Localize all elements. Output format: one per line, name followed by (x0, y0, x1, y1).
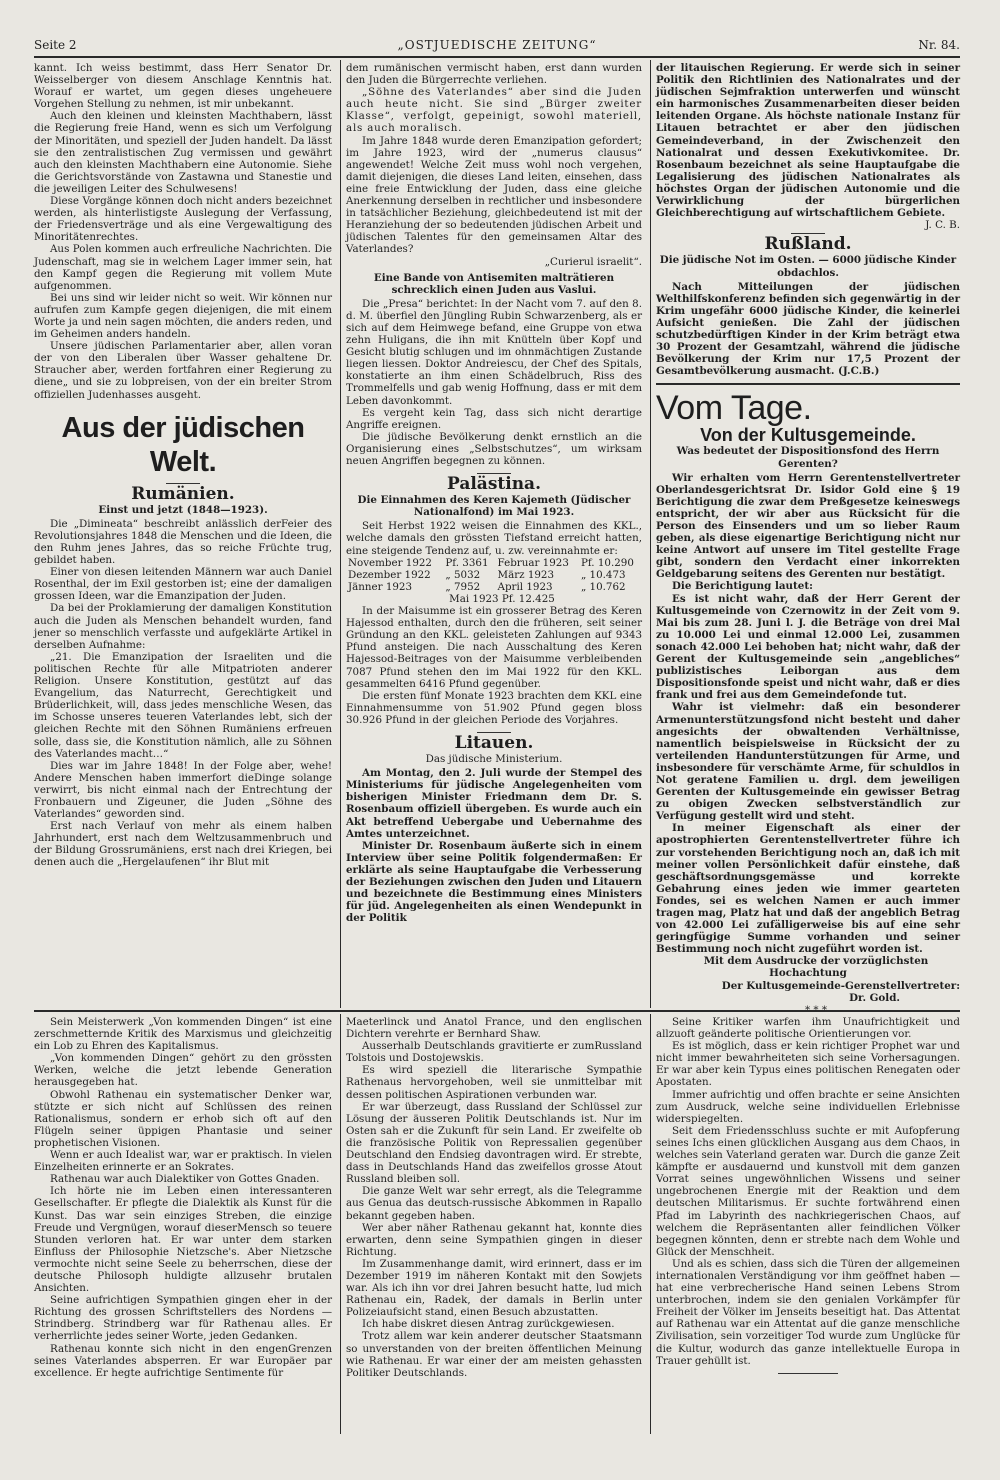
column-divider (650, 1014, 651, 1434)
paragraph: Seine aufrichtigen Sympathien gingen eher in der Richtung des grossen Schriftstellers des Nordens — Strindberg. Strindberg war für Rathenau alles. Er verherrlichte jedes seiner Worte, jeden Gedanken. (34, 1294, 332, 1343)
paragraph: Sein Meisterwerk „Von kommenden Dingen“ ist eine zerschmetternde Kritik des Marxismus und gleichzeitig ein Lob zu Ehren des Kapitalismus. (34, 1016, 332, 1053)
table-row (346, 569, 642, 581)
paragraph: Nach Mitteilungen der jüdischen Welthilfskonferenz befinden sich gegenwärtig in der Krim ungefähr 6000 jüdische Kinder, die keinerlei Aufsicht genießen. Die Zahl der jüdischen schutzbedürftigen Kinder in der Krim beträgt etwa 30 Prozent der Gesamtzahl, während die jüdische Bevölkerung der Krim nur 17,5 Prozent der Gesamtbevölkerung ausmacht. (J.C.B.) (656, 280, 960, 378)
paragraph: Im Jahre 1848 wurde deren Emanzipation gefordert; im Jahre 1923, wird der „numerus clausus“ angewendet! Welche Zeit muss wohl noch vergehen, damit diejenigen, die dieses Land leiten, einsehen, dass eine freie Entwicklung der Juden, dass eine gleiche Anerkennung derselben in rechtlicher und insbesondere in tatsächlicher Beziehung, gleichbedeutend ist mit der Heranziehung der so bedeutenden jüdischen Arbeit und jüdischen Talentes für den gemeinsamen Altar des Vaterlandes? (346, 134, 642, 256)
table-cell: Dezember 1922 (348, 568, 431, 581)
kkl-may-total: Mai 1923 Pf. 12.425 (449, 592, 555, 605)
paragraph: „21. Die Emanzipation der Israeliten und die politischen Rechte für alle Mitpatrioten anderer Religion. Unsere Konstitution, gestützt auf das Evangelium, das Naturrecht, Gerechtigkeit und Brüderlichkeit, will, dass jedes menschliche Wesen, das im Schosse unseres teueren Vaterlandes lebt, sich der gleichen Rechte mit den Söhnen Rumäniens erfreuen solle, dass sie, die Konstitution nämlich, alle zu Söhnen des Vaterlandes macht…“ (34, 650, 332, 760)
source-signature: „Curierul israelit“. (544, 255, 642, 268)
table-cell: „ 5032 (445, 568, 481, 581)
paragraph: Am Montag, den 2. Juli wurde der Stempel des Ministeriums für jüdische Angelegenheiten vom bisherigen Minister Friedmann dem Dr. S. Rosenbaum offiziell übergeben. Es wurde auch ein Akt betreffend Uebergabe und Uebernahme des Amtes unterzeichnet. (346, 767, 642, 840)
paragraph: Ausserhalb Deutschlands gravitierte er zumRussland Tolstois und Dostojewskis. (346, 1040, 642, 1065)
paragraph: Und als es schien, dass sich die Türen der allgemeinen internationalen Verständigung vor ihm geöffnet haben — hat eine verbrecherische Hand seinen Lebens Strom unterbrochen, indem sie den genialen Vorkämpfer für Freiheit der Völker im Jenseits beseitigt hat. Das Attentat auf Rathenau war ein Attentat auf die ganze menschliche Zivilisation, sein vorzeitiger Tod wurde zum Unglücke für die Kultur, wodurch das ganze intellektuelle Europa in Trauer gehüllt ist. (656, 1257, 960, 1367)
paragraph: Wenn er auch Idealist war, war er praktisch. In vielen Einzelheiten erinnerte er an Sokrates. (34, 1149, 332, 1174)
paragraph: Einer von diesen leitenden Männern war auch Daniel Rosenthal, der im Exil gestorben ist; eine der damaligen grossen Ideen, war die Emanzipation der Juden. (34, 566, 332, 603)
masthead: „OSTJUEDISCHE ZEITUNG“ (397, 38, 597, 52)
ornament: * * * (805, 1003, 827, 1016)
table-cell: „ 7952 (445, 580, 481, 593)
country-heading: Palästina. (447, 474, 541, 495)
vom-tage-heading: Vom Tage. (656, 389, 812, 428)
paragraph: „Söhne des Vaterlandes“ aber sind die Juden auch heute nicht. Sie sind „Bürger zweiter Klasse“, verfolgt, gepeinigt, sowohl materiell, als auch moralisch. (346, 86, 642, 135)
paragraph: Diese Vorgänge können doch nicht anders bezeichnet werden, als hinterlistigste Auslegung der Verfassung, der Friedensverträge und als eine Vergewaltigung des Minoritätenrechtes. (34, 195, 332, 244)
paragraph: Obwohl Rathenau ein systematischer Denker war, stützte er sich nicht auf Schlüssen des reinen Rationalismus, sondern er erhob sich oft auf den Flügeln seiner üppigen Phantasie und seiner prophetischen Visionen. (34, 1088, 332, 1149)
column-divider (650, 60, 651, 1008)
article-subheading: Was bedeutet der Dispositionsfond des Herrn Gerenten? (676, 445, 940, 470)
column-divider (340, 60, 341, 1008)
paragraph: Bei uns sind wir leider nicht so weit. Wir können nur aufrufen zum Kampfe gegen diejenigen, die mit einem Worte ja und nein sagen möchten, die anders reden, und im Geheimen anders handeln. (34, 291, 332, 341)
paragraph: Immer aufrichtig und offen brachte er seine Ansichten zum Ausdruck, welche seine individuellen Erlebnisse widerspiegelten. (656, 1088, 960, 1125)
paragraph: Auch den kleinen und kleinsten Machthabern, lässt die Regierung freie Hand, wenn es sich um Verfolgung der Minoritäten, und speziell der Juden handelt. Da lässt sie den zentralistischen Zug vermissen und gewährt auch den kleinsten Machthabern eine Autonomie. Siehe die Gerichtsvorstände von Zastawna und Stanestie und die jeweiligen Leiter des Schulwesens! (34, 110, 332, 195)
table-cell: Pf. 3361 (445, 556, 489, 569)
article-heading: Die jüdische Not im Osten. — 6000 jüdische Kinder obdachlos. (659, 254, 957, 279)
paragraph: Die ganze Welt war sehr erregt, als die Telegramme aus Genua das deutsch-russische Abkommen in Rapallo bekannt gegeben haben. (346, 1185, 642, 1222)
paragraph: Rathenau war auch Dialektiker von Gottes Gnaden. (50, 1173, 320, 1186)
country-heading: Rußland. (764, 234, 852, 255)
paragraph: Er war überzeugt, dass Russland der Schlüssel zur Lösung der äusseren Politik Deutschlands ist. Nur im Osten sah er die Zukunft für sein Land. Er zweifelte ob die französische Politik von Repressalien gegenüber Deutschland den Endsieg davontragen wird. Er strebte, dass in Deutschlands Hand das zweifellos grosse Atout Russland bleiben soll. (346, 1100, 642, 1186)
article-heading: Einst und jetzt (1848—1923). (98, 503, 268, 516)
paragraph: Aus Polen kommen auch erfreuliche Nachrichten. Die Judenschaft, mag sie in welchem Lager immer sein, hat den Kampf gegen die Regierung mit vollem Mute aufgenommen. (34, 243, 332, 292)
paragraph: Wir erhalten vom Herrn Gerentenstellvertreter Oberlandesgerichtsrat Dr. Isidor Gold eine § 19 Berichtigung die zwar dem Preßgesetze keineswegs entspricht, der wir aber aus Rücksicht für die Person des Einsenders und um so lieber Raum geben, als diese eigenartige Berichtigung nicht nur keine Antwort auf unsere im Titel gestellte Frage gibt, sondern den Verdacht einer inkorrekten Geldgebarung seitens des Gerenten nur bestätigt. (656, 471, 960, 581)
paragraph: „Von kommenden Dingen“ gehört zu den grössten Werken, welche die jetzt lebende Generation herausgegeben hat. (34, 1052, 332, 1089)
paragraph: Dies war im Jahre 1848! In der Folge aber, wehe! Andere Menschen haben immerfort dieDinge solange verwirrt, bis nicht einmal nach der Entrechtung der Fronbauern und Zigeuner, die Juden „Söhne des Vaterlandes“ geworden sind. (34, 759, 332, 821)
issue-number: Nr. 84. (918, 38, 960, 52)
article-heading: Das jüdische Ministerium. (425, 753, 563, 766)
article-heading: Von der Kultusgemeinde. (700, 425, 916, 446)
table-cell: Pf. 10.290 (580, 556, 634, 569)
divider (656, 383, 960, 385)
paragraph: Mit dem Ausdrucke der vorzüglichsten Hochachtung (703, 955, 929, 980)
country-heading: Rumänien. (131, 483, 235, 504)
paragraph: Unsere jüdischen Parlamentarier aber, allen voran der von den Liberalen über Wasser gehaltene Dr. Straucher aber, werden fortfahren einer Regierung zu diene„ und sie zu lobpreisen, von der ein breiter Strom offiziellen Judenhasses ausgeht. (34, 340, 332, 401)
paragraph: Es wird speziell die literarische Sympathie Rathenaus hervorgehoben, weil sie unmittelbar mit dessen politischen Aspirationen verbunden war. (346, 1064, 642, 1101)
page-header (34, 38, 960, 54)
paragraph: Der Kultusgemeinde-Gerenstellvertreter: (721, 979, 960, 992)
paragraph: Seit dem Friedensschluss suchte er mit Aufopferung seines Ichs einen glücklichen Ausgang aus dem Chaos, in welches sein Vaterland geraten war. Durch die ganze Zeit kämpfte er ausdauernd und kunstvoll mit dem ganzen Vorrat seines ungewöhnlichen Wissens und seiner ungebrochenen Energie mit der Reaktion und dem deutschen Militarismus. Er suchte fortwährend einen Pfad im Labyrinth des nachkriegerischen Chaos, auf welchem die Repräsentanten aller feindlichen Völker begegnen könnten, denn er strebte nach dem Wohle und Glück der Menschheit. (656, 1124, 960, 1258)
paragraph: kannt. Ich weiss bestimmt, dass Herr Senator Dr. Weisselberger von diesem Anschlage Kenntnis hat. Worauf er wartet, um gegen dieses ungeheuere Vorgehen Stellung zu nehmen, ist mir unbekannt. (34, 62, 332, 111)
column-2 (346, 62, 642, 1006)
paragraph: Da bei der Proklamierung der damaligen Konstitution auch die Juden als Menschen behandelt wurden, fand jener so menschlich verfasste und aufgeklärte Artikel in derselben Aufnahme: (34, 602, 332, 651)
source-signature: J. C. B. (925, 219, 960, 232)
table-row (346, 581, 642, 593)
table-cell: Februar 1923 (497, 556, 569, 569)
paragraph: Ich hörte nie im Leben einen interessanteren Gesellschafter. Er pflegte die Dialektik als Kunst für die Kunst. Das war sein einziges Streben, die einzige Freude und Vergnügen, worauf dieserMensch so teuere Stunden verloren hat. Er war unter dem starken Einfluss der Philosophie Nietzsche's. Aber Nietzsche vermochte nicht seine Seele zu beherrschen, diese der deutsche Philosoph huldigte allzusehr brutalen Ansichten. (34, 1185, 332, 1295)
paragraph: Es ist möglich, dass er kein richtiger Prophet war und nicht immer bewahrheiteten sich seine Vorhersagungen. Er war aber kein Typus eines politischen Renegaten oder Apostaten. (656, 1040, 960, 1089)
paragraph: Maeterlinck und Anatol France, und den englischen Dichtern verehrte er Bernhard Shaw. (346, 1016, 642, 1041)
paragraph: Die jüdische Bevölkerung denkt ernstlich an die Organisierung eines „Selbstschutzes“, um wirksam neuen Angriffen begegnen zu können. (346, 430, 642, 467)
paragraph: Erst nach Verlauf von mehr als einem halben Jahrhundert, erst nach dem Weltzusammenbruch und der Bildung Grossrumäniens, erst nach drei Kriegen, bei denen auch die „Hergelaufenen“ ihr Blut mit (34, 820, 332, 869)
column-3 (656, 62, 960, 1016)
column-1 (34, 62, 332, 1006)
paragraph: Es ist nicht wahr, daß der Herr Gerent der Kultusgemeinde von Czernowitz in der Zeit vom 9. Mai bis zum 28. Juni l. J. die Beträge von drei Mal zu 10.000 Lei und einmal 12.000 Lei, zusammen sonach 42.000 Lei behoben hat; nicht wahr, daß der Gerent der Kultusgemeinde sein „angebliches“ publizistisches Leiborgan aus dem Dispositionsfonde speist und nicht wahr, daß er dies frank und frei aus dem Gemeindefonde tut. (656, 592, 960, 702)
paragraph: Ich habe diskret diesen Antrag zurückgewiesen. (362, 1318, 615, 1331)
paragraph: Minister Dr. Rosenbaum äußerte sich in einem Interview über seine Politik folgendermaßen: Er erklärte als seine Hauptaufgabe die Verbesserung der Beziehungen zwischen den Juden und Litauern und bezeichnete die Bestimmung eines Ministers für jüd. Angelegenheiten als einen Wendepunkt in der Politik (346, 839, 642, 925)
paragraph: Seine Kritiker warfen ihm Unaufrichtigkeit und allzuoft geänderte politische Orientierungen vor. (656, 1016, 960, 1041)
paragraph: Die „Presa“ berichtet: In der Nacht vom 7. auf den 8. d. M. überfiel den Jüngling Rubin Schwarzenberg, als er sich auf dem Heimwege befand, eine Gruppe von etwa zehn Huligans, die ihn mit Knütteln über Kopf und Gesicht blutig schlugen und im ohnmächtigen Zustande liegen liessen. Doktor Andreiescu, der Chef des Spitals, konstatierte an ihm einen Schädelbruch, Riss des Trommelfells und gab wenig Hoffnung, dass er mit dem Leben davonkommt. (346, 297, 642, 407)
divider (778, 1373, 838, 1374)
paragraph: In meiner Eigenschaft als einer der apostrophierten Gerentenstellvertreter führe ich zur vorstehenden Berichtigung noch an, daß ich mit meiner vollen Persönlichkeit dafür einstehe, daß geschäftsordnungsgemässe und korrekte Gebahrung eines jeden wie immer gearteten Fondes, sei es welchen Namen er auch immer tragen mag, Platz hat und daß der angeblich Betrag von 42.000 Lei zufälligerweise bis auf eine sehr geringfügige Summe vorhanden und seiner Bestimmung noch nicht zugeführt worden ist. (656, 822, 960, 956)
section-heading: Aus der jüdischen Welt. (61, 411, 305, 478)
table-cell: „ 10.473 (580, 568, 626, 581)
table-cell: März 1923 (497, 568, 555, 581)
paragraph: Wer aber näher Rathenau gekannt hat, konnte dies erwarten, denn seine Sympathien gingen in dieser Richtung. (346, 1221, 642, 1258)
article-heading: Eine Bande von Antisemiten malträtieren schrecklich einen Juden aus Vaslui. (373, 271, 615, 296)
paragraph: Es vergeht kein Tag, dass sich nicht derartige Angriffe ereignen. (346, 406, 642, 431)
article-heading: Die Einnahmen des Keren Kajemeth (Jüdischer Nationalfond) im Mai 1923. (357, 494, 631, 519)
paragraph: Wahr ist vielmehr: daß ein besonderer Armenunterstützungsfond nicht besteht und daher angesichts der obwaltenden Verhältnisse, namentlich beispielsweise in Rücksicht der zu verteilenden Handunterstützungen für Arme, und insbesondere für verschämte Arme, für schuldlos in Not geratene Familien u. drgl. dem jeweiligen Gerenten der Kultusgemeinde ein gewisser Betrag zu obigen Zwecken selbstverständlich zur Verfügung gestellt wird und steht. (656, 701, 960, 823)
bottom-column-3 (656, 1016, 960, 1434)
paragraph: Die Berichtigung lautet: (672, 580, 813, 593)
column-divider (340, 1014, 341, 1434)
paragraph: Seit Herbst 1922 weisen die Einnahmen des KKL., welche damals den grössten Tiefstand erreicht hatten, eine steigende Tendenz auf, u. zw. vereinnahmte er: (346, 520, 642, 557)
table-cell: November 1922 (348, 556, 432, 569)
paragraph: Die „Dimineata“ beschreibt anlässlich derFeier des Revolutionsjahres 1848 die Menschen und die Ideen, die den Ruhm jenes Jahres, das so reiche Früchte trug, gebildet haben. (34, 517, 332, 567)
paragraph: dem rumänischen vermischt haben, erst dann wurden den Juden die Bürgerrechte verliehen. (346, 62, 642, 87)
paragraph: In der Maisumme ist ein grosserer Betrag des Keren Hajessod enthalten, durch den die früheren, seit seiner Gründung an den KKL. geleisteten Zahlungen auf 9343 Pfund ansteigen. Die nach Ausschaltung des Keren Hajessod-Beitrages von der Maisumme verbleibenden 7087 Pfund stehen den im Mai 1922 für den KKL. gesammelten 6416 Pfund gegenüber. (346, 605, 642, 690)
paragraph: Trotz allem war kein anderer deutscher Staatsmann so unverstanden von der breiten öffentlichen Meinung wie Rathenau. Er war einer der am meisten gehassten Politiker Deutschlands. (346, 1330, 642, 1379)
paragraph: der litauischen Regierung. Er werde sich in seiner Politik den Richtlinien des Nationalrates und der jüdischen Sejmfraktion unterwerfen und wünscht ein harmonisches Zusammenarbeiten dieser beiden leitenden Organe. Als höchste nationale Instanz für Litauen betrachtet er aber den jüdischen Gemeindeverband, in der Zwischenzeit den Nationalrat und dessen Exekutivkomitee. Dr. Rosenbaum bezeichnet als seine Hauptaufgabe die Legalisierung des jüdischen Nationalrates als höchstes Organ der jüdischen Autonomie und die Verwirklichung der bürgerlichen Gleichberechtigung auf wirtschaftlichem Gebiete. (656, 62, 960, 220)
paragraph: Im Zusammenhange damit, wird erinnert, dass er im Dezember 1919 im näheren Kontakt mit den Sowjets war. Als ich ihn vor drei Jahren besucht hatte, lud mich Rathenau ein, Radek, der damals in Berlin unter Polizeiaufsicht stand, einen Besuch abzustatten. (346, 1257, 642, 1319)
table-row (346, 557, 642, 569)
bottom-column-2 (346, 1016, 642, 1434)
kkl-income-table (346, 557, 642, 593)
paragraph: Rathenau konnte sich nicht in den engenGrenzen seines Vaterlandes absperren. Er war Europäer par excellence. Er hegte aufrichtige Sentimente für (34, 1342, 332, 1379)
paragraph: Die ersten fünf Monate 1923 brachten dem KKL eine Einnahmensumme von 51.902 Pfund gegen bloss 30.926 Pfund in der gleichen Periode des Vorjahres. (346, 689, 642, 726)
page-number: Seite 2 (34, 38, 77, 52)
table-cell: „ 10.762 (580, 580, 626, 593)
country-heading: Litauen. (454, 732, 534, 753)
table-cell: April 1923 (497, 580, 553, 593)
header-rule (34, 56, 960, 58)
signature: Dr. Gold. (849, 991, 900, 1004)
bottom-column-1 (34, 1016, 332, 1434)
table-cell: Jänner 1923 (348, 580, 413, 593)
